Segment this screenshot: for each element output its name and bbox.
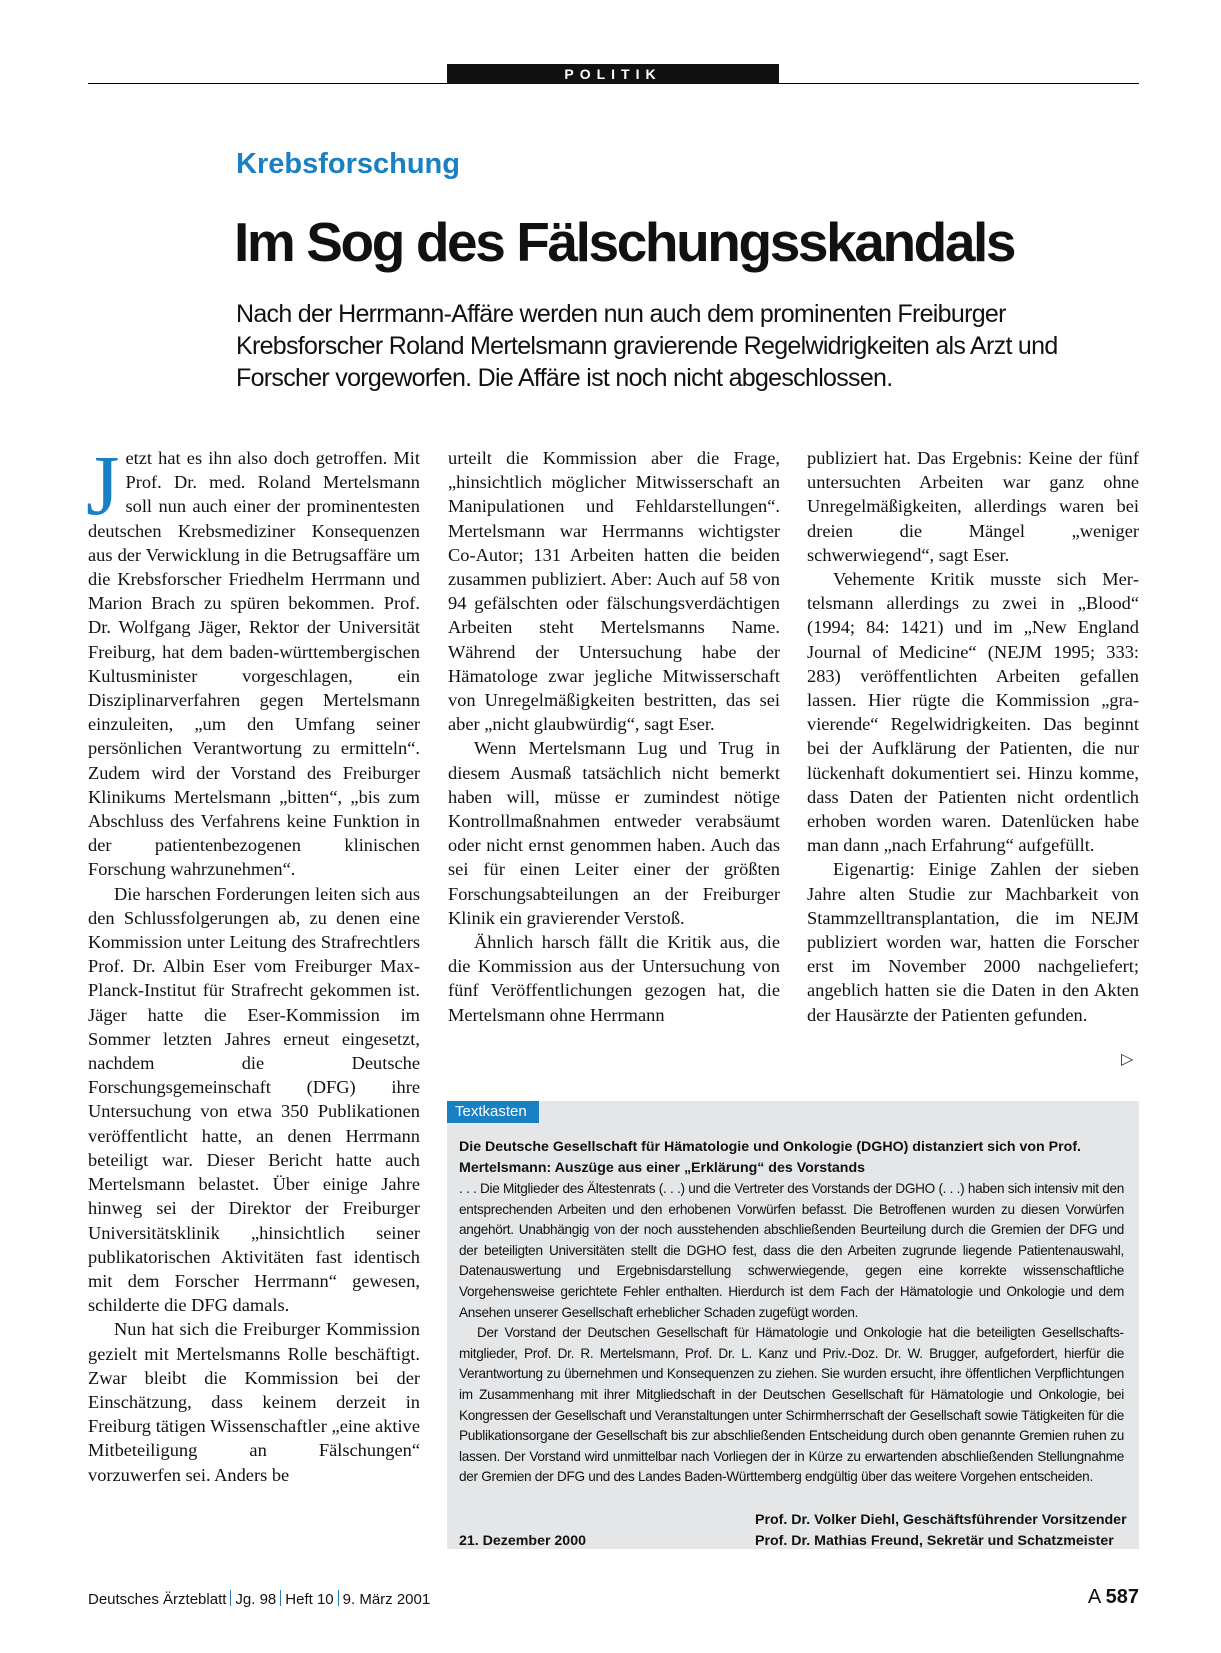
page-number-value: 587: [1105, 1586, 1139, 1608]
paragraph: Ähnlich harsch fällt die Kritik aus, die die Kommission aus der Untersuchung von fünf Veröffentlichungen gezogen hat, die Mertelsmann ohne Herrmann: [448, 932, 780, 1025]
page-prefix: A: [1087, 1586, 1101, 1608]
article-headline: Im Sog des Fälschungsskandals: [234, 211, 1015, 273]
textbox-paragraph: . . . Die Mitglieder des Ältestenrats (. . .) und die Vertreter des Vorstands der DGHO (. . .) haben sich intensiv mit den entsprechenden Arbeiten und den erhobenen Vorwürfen befasst. Die Betroffenen wurden zu diesen Vorwürfen angehört. Unabhängig von der noch ausstehenden abschließenden Beurteilung durch die Gremien der DFG und der beteiligten Universitäten stellt die DGHO fest, dass die den Arbeiten zugrunde liegende Patientenauswahl, Datenauswertung und Ergebnisdarstellung schwerwiegende, gegen eine korrekte wissenschaftliche Vorgehensweise gerichtete Fehler enthalten. Hierdurch ist dem Fach der Hämatologie und Onkologie und dem Ansehen unserer Gesellschaft erheblicher Schaden zugefügt worden.: [459, 1181, 1124, 1320]
paragraph: urteilt die Kommission aber die Frage, „hinsichtlich möglicher Mitwisserschaft an Manipulationen und Fehldarstellungen“. Mertelsmann war Herrmanns wichtigster Co-Autor; 131 Arbeiten hatten die beiden zusammen publiziert. Aber: Auch auf 58 von 94 gefälschten oder fälschungsverdächtigen Arbeiten steht Mertelsmanns Name. Während der Untersuchung habe der Hämatologe zwar jegliche Mitwisserschaft von Unregelmäßigkeiten bestritten, das sei aber „nicht glaubwürdig“, sagt Eser.: [448, 448, 780, 735]
textbox-label: Textkasten: [447, 1101, 539, 1123]
section-label: POLITIK: [447, 64, 779, 84]
paragraph: publiziert hat. Das Ergebnis: Keine der fünf untersuchten Arbeiten war ganz ohne Unregelmäßigkeiten, allerdings waren bei dreien die Mängel „weniger schwerwiegend“, sagt Eser.: [807, 448, 1139, 565]
divider: [338, 1590, 339, 1606]
textbox-title: Die Deutsche Gesellschaft für Hämatologie und Onkologie (DGHO) distanziert sich von Prof. Mertelsmann: Auszüge aus einer „Erklärung“ des Vorstands: [459, 1139, 1081, 1176]
textbox: [447, 1101, 1139, 1549]
textbox-body: [459, 1179, 1124, 1488]
issue-date: 9. März 2001: [342, 1591, 431, 1608]
article-column-1: [86, 437, 420, 1487]
article-kicker: Krebsforschung: [236, 148, 460, 180]
divider: [280, 1590, 281, 1606]
paragraph: Eigenartig: Einige Zahlen der sieben Jahre alten Studie zur Machbarkeit von Stammzelltransplantation, die im NEJM publiziert worden war, hatten die Forscher erst im November 2000 nachgeliefert; angeblich hatten sie die Daten in den Akten der Hausärzte der Patienten gefunden.: [807, 859, 1139, 1025]
page-number: [1088, 1586, 1139, 1609]
paragraph: [86, 437, 420, 882]
signature-2: Prof. Dr. Mathias Freund, Sekretär und Schatzmeister: [755, 1533, 1114, 1549]
drop-cap: J: [86, 437, 120, 533]
volume: Jg. 98: [235, 1591, 277, 1608]
article-lead: Nach der Herrmann-Affäre werden nun auch dem prominenten Freiburger Krebsforscher Roland Mertelsmann gravierende Regelwidrigkeiten als Arzt und Forscher vorgeworfen. Die Affäre ist noch nicht abgeschlossen.: [236, 300, 1058, 392]
paragraph: Nun hat sich die Freiburger Kommission gezielt mit Mertelsmanns Rolle beschäftigt. Zwar bleibt die Kommission bei der Einschätzung, dass keinem derzeit in Freiburg tätigen Wissenschaftler „eine aktive Mitbeteiligung an Fälschungen“ vorzuwerfen sei. Anders be: [88, 1319, 420, 1485]
page-footer: [88, 1586, 1139, 1614]
paragraph: Wenn Mertelsmann Lug und Trug in diesem Ausmaß tatsächlich nicht bemerkt haben will, müsse er zumindest nötige Kontrollmaßnahmen entweder verabsäumt oder nicht ernst genommen haben. Auch das sei für einen Leiter einer der größten Forschungsabteilungen an der Freiburger Klinik ein gravierender Verstoß.: [448, 738, 780, 928]
article-column-2: [448, 446, 780, 1027]
paragraph: Vehemente Kritik musste sich Mertelsmann allerdings zu zwei in „Blood“ (1994; 84: 1421) und im „New England Journal of Medicine“ (NEJM 1995; 333: 283) veröffentlichten Arbeiten gefallen lassen. Hier rügte die Kommission „gravierende“ Regelwidrigkeiten. Das beginnt bei der Aufklärung der Patienten, die nur lückenhaft dokumentiert sei. Hinzu komme, dass Daten der Patienten nicht ordentlich erhoben worden waren. Datenlücken habe man dann „nach Erfahrung“ aufgefüllt.: [807, 569, 1139, 856]
journal-name: Deutsches Ärzteblatt: [88, 1591, 227, 1608]
paragraph-text: etzt hat es ihn also doch getroffen. Mit Prof. Dr. med. Roland Mertelsmann soll nun auch einer der prominentesten deutschen Krebsmediziner Konsequenzen aus der Verwicklung in die Betrugsaffäre um die Krebsforscher Friedhelm Herrmann und Marion Brach zu spüren bekommen. Prof. Dr. Wolfgang Jäger, Rektor der Universität Freiburg, hat dem baden-württembergischen Kultusminister vorgeschlagen, ein Disziplinarverfahren gegen Mertelsmann einzuleiten, „um den Umfang seiner persönlichen Verantwortung zu ermitteln“. Zudem wird der Vorstand des Freiburger Klinikums Mertelsmann „bitten“, „bis zum Abschluss des Verfahrens keine Funktion in der patientenbezogenen klinischen Forschung wahrzunehmen“.: [88, 448, 420, 880]
textbox-paragraph: Der Vorstand der Deutschen Gesellschaft für Hämatologie und Onkologie hat die beteiligten Gesellschaftsmitglieder, Prof. Dr. R. Mertelsmann, Prof. Dr. L. Kanz und Priv.-Doz. Dr. W. Brugger, aufgefordert, hierfür die Verantwortung zu übernehmen und Konsequenzen zu ziehen. Sie wurden ersucht, ihre öffentlichen Verpflichtungen im Zusammenhang mit ihrer Mitgliedschaft in der Deutschen Gesellschaft für Hämatologie und Onkologie, bei Kongressen der Gesellschaft und Veranstaltungen unter Schirmherrschaft der Gesellschaft sowie Tätigkeiten für die Publikationsorgane der Gesellschaft bis zur abschließenden Entscheidung durch oben genannte Gremien ruhen zu lassen. Der Vorstand wird unmittelbar nach Vorliegen der in Kürze zu erwartenden abschließenden Stellungnahme der Gremien der DFG und des Landes Baden-Württemberg endgültig über das weitere Vorgehen entscheiden.: [459, 1325, 1124, 1485]
issue: Heft 10: [285, 1591, 334, 1608]
continue-arrow-icon: ▷: [1121, 1049, 1134, 1068]
article-column-3: [807, 446, 1139, 1027]
paragraph: Die harschen Forderungen leiten sich aus den Schlussfolgerungen ab, zu denen eine Kommission unter Leitung des Strafrechtlers Prof. Dr. Albin Eser vom Freiburger Max-Planck-Institut für Strafrecht gekommen ist. Jäger hatte die Eser-Kommission im Sommer letzten Jahres erneut eingesetzt, nachdem die Deutsche Forschungsgemeinschaft (DFG) ihre Untersuchung von etwa 350 Publikationen veröffentlicht hatte, an denen Herrmann beteiligt war. Dieser Bericht hatte auch Mertelsmann belastet. Über einige Jahre hinweg sei der Direktor der Freiburger Universitätsklinik „hinsichtlich seiner publikatorischen Aktivitäten fast identisch mit dem Forscher Herrmann“ gewesen, schilderte die DFG damals.: [88, 883, 420, 1316]
signature-1: Prof. Dr. Volker Diehl, Geschäftsführender Vorsitzender: [755, 1512, 1127, 1528]
divider: [230, 1590, 231, 1606]
statement-date: 21. Dezember 2000: [459, 1533, 586, 1549]
